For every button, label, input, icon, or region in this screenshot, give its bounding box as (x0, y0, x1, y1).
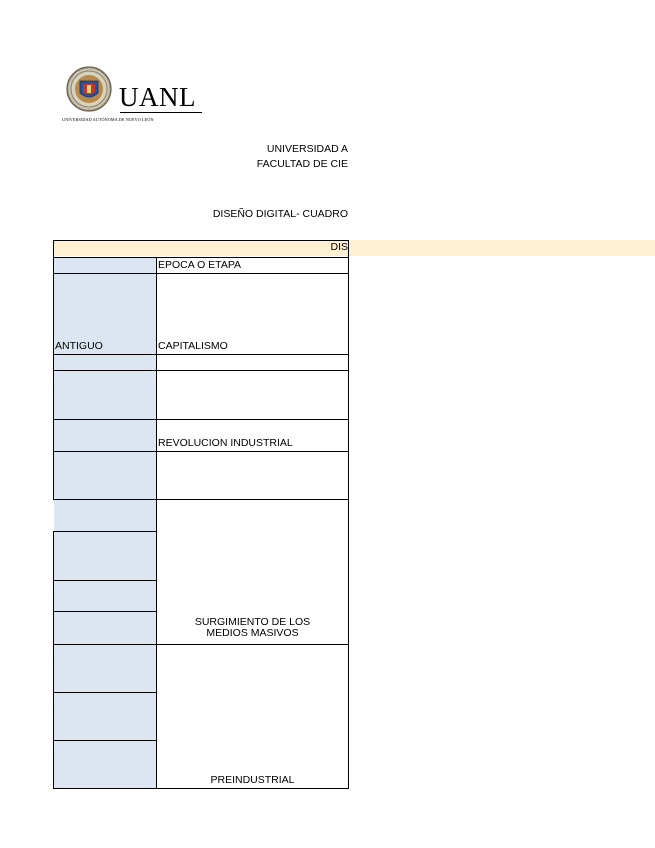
grid-line (53, 499, 349, 500)
label-cell (54, 370, 157, 419)
stage-surgimiento-line2: MEDIOS MASIVOS (206, 627, 299, 639)
grid-line (53, 611, 157, 612)
stage-surgimiento-line1: SURGIMIENTO DE LOS (194, 616, 311, 628)
table-title: DIS (330, 241, 348, 253)
stage-revolucion-industrial: REVOLUCION INDUSTRIAL (158, 437, 293, 449)
grid-line (53, 257, 349, 258)
label-cell (54, 611, 157, 644)
row-label-antiguo: ANTIGUO (55, 340, 103, 352)
grid-line (53, 740, 157, 741)
uanl-subtitle: UNIVERSIDAD AUTÓNOMA DE NUEVO LEÓN (62, 117, 154, 122)
header-course: DISEÑO DIGITAL- CUADRO (212, 208, 348, 220)
stage-capitalismo: CAPITALISMO (158, 340, 228, 352)
label-cell (54, 644, 157, 692)
uanl-wordmark: UANL (119, 82, 196, 112)
label-cell (54, 354, 157, 370)
grid-line (156, 257, 157, 789)
label-cell (54, 580, 157, 611)
label-cell (54, 692, 157, 740)
label-cell (54, 452, 157, 499)
grid-line (53, 451, 349, 452)
grid-line (53, 788, 349, 789)
grid-line (53, 580, 157, 581)
label-cell (54, 499, 157, 531)
grid-line (53, 273, 349, 274)
grid-line (348, 240, 349, 789)
header-faculty: FACULTAD DE CIE (256, 158, 348, 170)
stage-preindustrial: PREINDUSTRIAL (210, 774, 295, 786)
wordmark-underline (120, 112, 202, 113)
table-title-band (53, 240, 655, 256)
header-university: UNIVERSIDAD A (266, 143, 348, 155)
label-cell (54, 419, 157, 452)
column-header-epoca: EPOCA O ETAPA (158, 259, 242, 271)
grid-line (53, 419, 349, 420)
grid-line (53, 644, 349, 645)
label-cell (54, 531, 157, 580)
label-cell (54, 740, 157, 788)
grid-line (53, 531, 157, 532)
label-cell (54, 257, 157, 273)
grid-line (53, 370, 349, 371)
grid-line (53, 531, 54, 789)
grid-line (53, 692, 157, 693)
grid-line (53, 354, 349, 355)
